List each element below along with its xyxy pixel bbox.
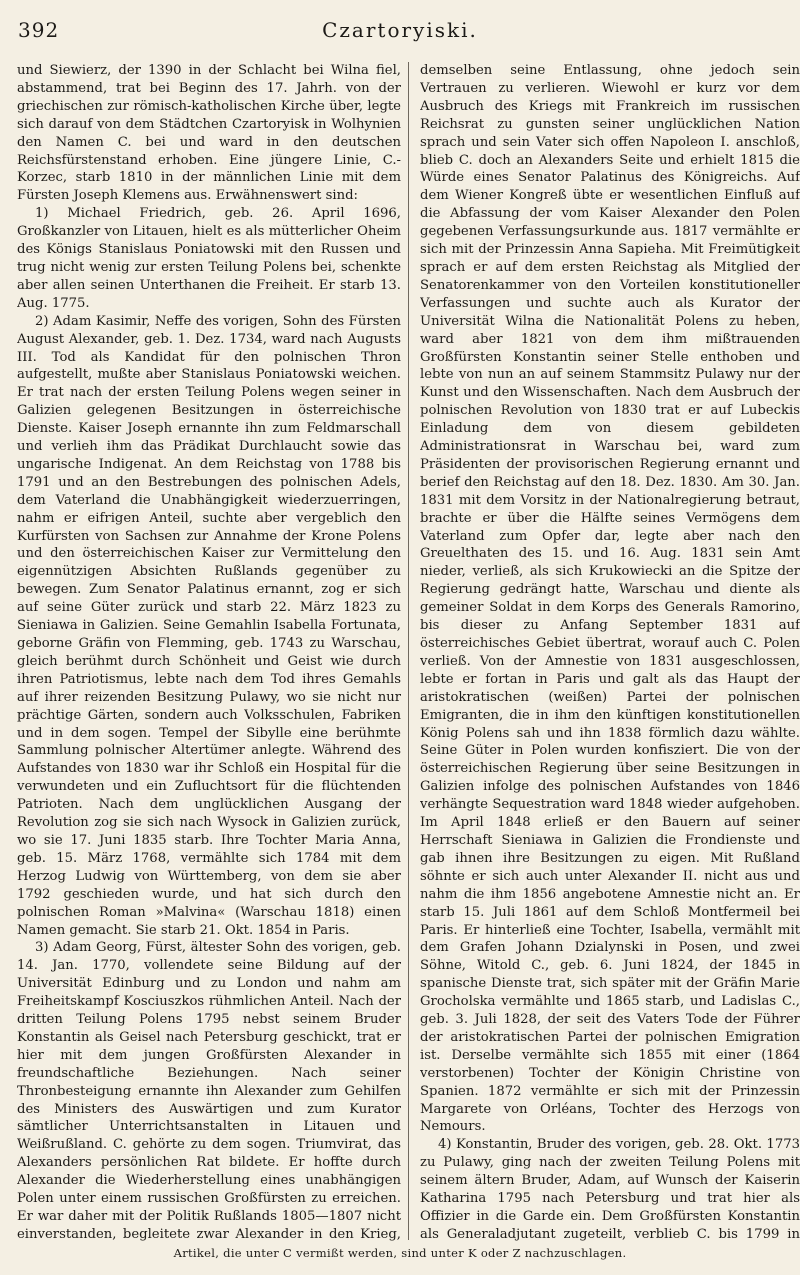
paragraph: 3) Adam Georg, Fürst, ältester Sohn des vorigen, geb. 14. Jan. 1770, vollendete seine Bildung auf der Universität Edinburg und zu London und nahm am Freiheitskampf Kosciuszkos rühmlichen Anteil. Nach der dritten Teilung Polens 1795 nebst seinem Bruder Konstantin als Geisel nach Petersburg geschickt, trat er hier mit dem jungen Großfürsten Alexander in freundschaftliche Beziehungen. Nach seiner Thronbesteigung ernannte ihn Alexander zum Gehilfen des Ministers des Auswärtigen und zum Kurator sämtlicher Unterrichtsanstalten in Litauen und Weißrußland. C. gehörte zu dem sogen. Triumvirat, das Alexanders persönlichen Rat bildete. Er hoffte durch Alexander die Wiederherstellung eines unabhängigen Polen unter einem russischen Großfürsten zu erreichen. Er war daher mit der Politik Rußlands 1805—1807 nicht einverstanden, begleitete zwar Alexander in den Krieg, <box>17 940 401 1242</box>
column-divider <box>408 62 409 1240</box>
paragraph: und Siewierz, der 1390 in der Schlacht bei Wilna fiel, abstammend, trat bei Beginn des 17. Jahrh. von der griechischen zur römisch-katholischen Kirche über, legte sich darauf von dem Städtchen Czartoryisk in Wolhynien den Namen C. bei und ward in den deutschen Reichsfürstenstand erhoben. Eine jüngere Linie, C.-Korzec, starb 1810 in der männlichen Linie mit dem Fürsten Joseph Klemens aus. Erwähnenswert sind: <box>17 63 401 204</box>
page-number: 392 <box>18 18 60 42</box>
page-header <box>18 18 782 46</box>
left-column <box>17 62 401 1242</box>
paragraph: demselben seine Entlassung, ohne jedoch sein Vertrauen zu verlieren. Wiewohl er kurz vor dem Ausbruch des Kriegs mit Frankreich im russischen Reichsrat zu gunsten seiner unglücklichen Nation sprach und sein Vater sich offen Napoleon I. anschloß, blieb C. doch an Alexanders Seite und erhielt 1815 die Würde eines Senator Palatinus des Königreichs. Auf dem Wiener Kongreß übte er wesentlichen Einfluß auf die Abfassung der vom Kaiser Alexander den Polen gegebenen Verfassungsurkunde aus. 1817 vermählte er sich mit der Prinzessin Anna Sapieha. Mit Freimütigkeit sprach er auf dem ersten Reichstag als Mitglied der Senatorenkammer von den Vorteilen konstitutioneller Verfassungen und suchte auch als Kurator der Universität Wilna die Nationalität Polens zu heben, ward aber 1821 von dem ihm mißtrauenden Großfürsten Konstantin seiner Stelle enthoben und lebte von nun an auf seinem Stammsitz Pulawy nur der Kunst und den Wissenschaften. Nach dem Ausbruch der polnischen Revolution von 1830 trat er auf Lubeckis Einladung dem von diesem gebildeten Administrationsrat in Warschau bei, ward zum Präsidenten der provisorischen Regierung ernannt und berief den Reichstag auf den 18. Dez. 1830. Am 30. Jan. 1831 mit dem Vorsitz in der Nationalregierung betraut, brachte er über die Hälfte seines Vermögens dem Vaterland zum Opfer dar, legte aber nach den Greuelthaten des 15. und 16. Aug. 1831 sein Amt nieder, verließ, als sich Krukowiecki an die Spitze der Regierung gedrängt hatte, Warschau und diente als gemeiner Soldat in dem Korps des Generals Ramorino, bis dieser zu Anfang September 1831 auf österreichisches Gebiet übertrat, worauf auch C. Polen verließ. Von der Amnestie von 1831 ausgeschlossen, lebte er fortan in Paris und galt als das Haupt der aristokratischen (weißen) Partei der polnischen Emigranten, die in ihm den künftigen konstitutionellen König Polens sah und ihn 1838 förmlich dazu wählte. Seine Güter in Polen wurden konfisziert. Die von der österreichischen Regierung über seine Besitzungen in Galizien infolge des polnischen Aufstandes von 1846 verhängte Sequestration ward 1848 wieder aufgehoben. Im April 1848 erließ er den Bauern auf seiner Herrschaft Sieniawa in Galizien die Frondienste und gab ihnen ihre Besitzungen zu eigen. Mit Rußland söhnte er sich auch unter Alexander II. nicht aus und nahm die ihm 1856 angebotene Amnestie nicht an. Er starb 15. Juli 1861 auf dem Schloß Montfermeil bei Paris. Er hinterließ eine Tochter, Isabella, vermählt mit dem Grafen Johann Dzialynski in Posen, und zwei Söhne, Witold C., geb. 6. Juni 1824, der 1845 in spanische Dienste trat, sich später mit der Gräfin Marie Grocholska vermählte und 1865 starb, und Ladislas C., geb. 3. Juli 1828, der seit des Vaters Tode der Führer der aristokratischen Partei der polnischen Emigration ist. Derselbe vermählte sich 1855 mit einer (1864 verstorbenen) Tochter der Königin Christine von Spanien. 1872 vermählte er sich mit der Prinzessin Margarete von Orléans, Tochter des Herzogs von Nemours. <box>420 63 800 1135</box>
paragraph: 4) Konstantin, Bruder des vorigen, geb. 28. Okt. 1773 zu Pulawy, ging nach der zweiten Teilung Polens mit seinem ältern Bruder, Adam, auf Wunsch der Kaiserin Katharina 1795 nach Petersburg und trat hier als Offizier in die Garde ein. Dem Großfürsten Konstantin als Generaladjutant zugeteilt, verblieb C. bis 1799 in <box>420 1137 800 1242</box>
running-title: Czartoryiski. <box>322 18 478 42</box>
right-column <box>420 62 800 1242</box>
footer-note: Artikel, die unter C vermißt werden, sind unter K oder Z nachzuschlagen. <box>173 1246 627 1260</box>
paragraph: 2) Adam Kasimir, Neffe des vorigen, Sohn des Fürsten August Alexander, geb. 1. Dez. 1734, ward nach Augusts III. Tod als Kandidat für den polnischen Thron aufgestellt, mußte aber Stanislaus Poniatowski weichen. Er trat nach der ersten Teilung Polens wegen seiner in Galizien gelegenen Besitzungen in österreichische Dienste. Kaiser Joseph ernannte ihn zum Feldmarschall und verlieh ihm das Prädikat Durchlaucht sowie das ungarische Indigenat. An dem Reichstag von 1788 bis 1791 und an den Bestrebungen des polnischen Adels, dem Vaterland die Unabhängigkeit wiederzuerringen, nahm er eifrigen Anteil, suchte aber vergeblich den Kurfürsten von Sachsen zur Annahme der Krone Polens und den österreichischen Kaiser zur Vermittelung den eigennützigen Absichten Rußlands gegenüber zu bewegen. Zum Senator Palatinus ernannt, zog er sich auf seine Güter zurück und starb 22. März 1823 zu Sieniawa in Galizien. Seine Gemahlin Isabella Fortunata, geborne Gräfin von Flemming, geb. 1743 zu Warschau, gleich berühmt durch Schönheit und Geist wie durch ihren Patriotismus, lebte nach dem Tod ihres Gemahls auf ihrer reizenden Besitzung Pulawy, wo sie nicht nur prächtige Gärten, sondern auch Volksschulen, Fabriken und in dem sogen. Tempel der Sibylle eine berühmte Sammlung polnischer Altertümer anlegte. Während des Aufstandes von 1830 war ihr Schloß ein Hospital für die verwundeten und ein Zufluchtsort für die flüchtenden Patrioten. Nach dem unglücklichen Ausgang der Revolution zog sie sich nach Wysock in Galizien zurück, wo sie 17. Juni 1835 starb. Ihre Tochter Maria Anna, geb. 15. März 1768, vermählte sich 1784 mit dem Herzog Ludwig von Württemberg, von dem sie aber 1792 geschieden wurde, und hat sich durch den polnischen Roman »Malvina« (Warschau 1818) einen Namen gemacht. Sie starb 21. Okt. 1854 in Paris. <box>17 313 401 938</box>
paragraph: 1) Michael Friedrich, geb. 26. April 1696, Großkanzler von Litauen, hielt es als mütterlicher Oheim des Königs Stanislaus Poniatowski mit den Russen und trug nicht wenig zur ersten Teilung Polens bei, schenkte aber allen seinen Unterthanen die Freiheit. Er starb 13. Aug. 1775. <box>17 206 401 311</box>
